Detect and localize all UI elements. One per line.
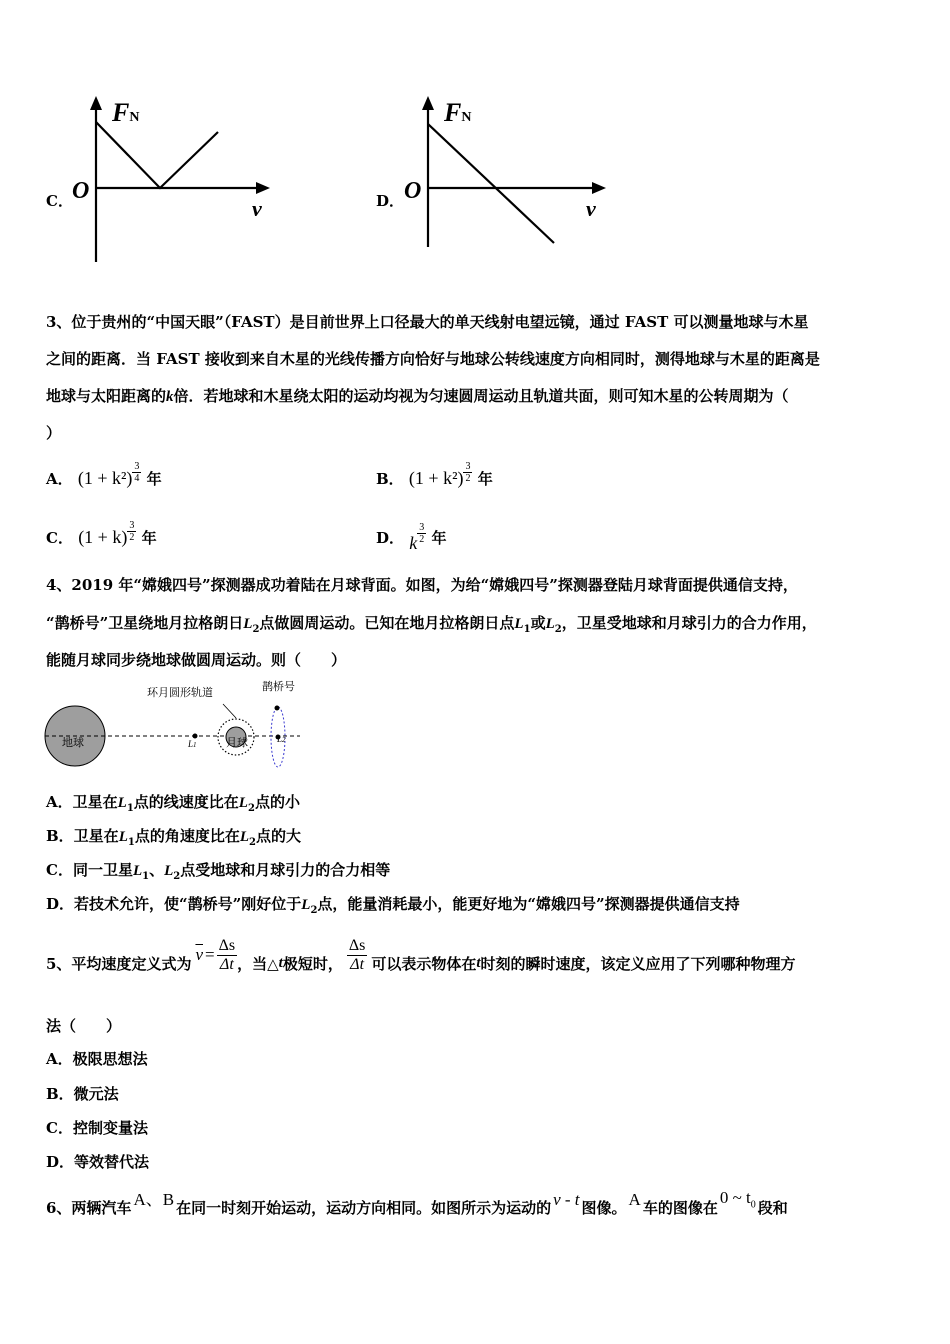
q5-line1: 5、平均速度定义式为 $\overline{v}$ = $\frac{\Delta s}{\Delta t}$ ，当△ t 极短时， $\frac{\Delta s}{\Delta t}$ 可以表示物体在 t 时刻的瞬时速度，该定义应用了下列哪种物理方 [46, 936, 796, 973]
graph-c-x-label: v [252, 196, 262, 221]
graph-c-curve [96, 122, 218, 188]
earth-label: 地球 [62, 736, 84, 749]
q6-line1: 6、两辆汽车 A、B 在同一时刻开始运动，运动方向相同。如图所示为运动的 v - t 图像。 A 车的图像在 0 ~ $t_0$ 段和 [46, 1187, 788, 1217]
q5-option-a[interactable]: A．极限思想法 [46, 1050, 148, 1068]
graph-d-y-label: FN [444, 98, 472, 127]
q3-line3: 地球与太阳距离的k倍．若地球和木星绕太阳的运动均视为匀速圆周运动且轨道共面，则可知木星的公转周期为（ [46, 387, 789, 405]
q3-line4: ） [46, 424, 62, 442]
orbit-label-pointer [223, 704, 236, 718]
graph-d [392, 92, 612, 252]
q3-line1: 3、位于贵州的“中国天眼”（FAST）是目前世界上口径最大的单天线射电望远镜，通过 FAST 可以测量地球与木星 [46, 313, 809, 331]
moon-label: 月球 [226, 736, 248, 749]
q5-option-d[interactable]: D．等效替代法 [46, 1153, 150, 1171]
graph-d-y-arrow [422, 96, 434, 110]
q3-option-c[interactable]: C． (1 + k) $\frac{3}{2}$ 年 [46, 519, 157, 547]
q3-option-b[interactable]: B． (1 + k²) $\frac{3}{2}$ 年 [376, 460, 493, 488]
l1-label: L1 [188, 739, 197, 749]
graph-c-label: C． [46, 192, 73, 210]
q3-option-d[interactable]: D． k $\frac{3}{2}$ 年 [376, 521, 447, 553]
relay-satellite [275, 706, 280, 711]
graph-c-origin: O [72, 178, 90, 204]
graph-c-y-label: FN [112, 98, 140, 127]
q4-option-c[interactable]: C．同一卫星$L_1$、$L_2$点受地球和月球引力的合力相等 [46, 861, 391, 882]
graph-d-origin: O [404, 178, 422, 204]
orbit-label: 环月圆形轨道 [147, 686, 213, 699]
l2-label: L2 [277, 734, 286, 744]
q4-option-a[interactable]: A．卫星在$L_1$点的线速度比在$L_2$点的小 [46, 793, 300, 814]
graph-c-y-arrow [90, 96, 102, 110]
q4-option-d[interactable]: D．若技术允许，使“鹊桥号”刚好位于$L_2$点，能量消耗最小，能更好地为“嫦娥四号”探测器提供通信支持 [46, 895, 740, 916]
q3-line2: 之间的距离．当 FAST 接收到来自木星的光线传播方向恰好与地球公转线速度方向相同时，测得地球与木星的距离是 [46, 350, 820, 368]
q5-line2: 法（ ） [46, 1017, 122, 1035]
graph-d-x-arrow [592, 182, 606, 194]
q3-option-a[interactable]: A． (1 + k²) $\frac{3}{4}$ 年 [46, 460, 162, 488]
q4-line3: 能随月球同步绕地球做圆周运动。则（ ） [46, 651, 347, 669]
q5-option-c[interactable]: C．控制变量法 [46, 1119, 148, 1137]
graph-c-x-arrow [256, 182, 270, 194]
graph-c [60, 92, 280, 267]
q4-line1: 4、2019 年“嫦娥四号”探测器成功着陆在月球背面。如图，为给“嫦娥四号”探测器登陆月球背面提供通信支持， [46, 576, 798, 594]
q5-option-b[interactable]: B．微元法 [46, 1085, 119, 1103]
l1-point [193, 734, 198, 739]
q4-line2: “鹊桥号”卫星绕地月拉格朗日$L_2$点做圆周运动。已知在地月拉格朗日点$L_1$或$L_2$，卫星受地球和月球引力的合力作用， [46, 614, 817, 635]
q4-option-b[interactable]: B．卫星在$L_1$点的角速度比在$L_2$点的大 [46, 827, 301, 848]
relay-label: 鹊桥号 [262, 680, 295, 693]
graph-d-label: D． [376, 192, 405, 210]
graph-d-x-label: v [586, 196, 596, 221]
graph-d-curve [428, 124, 554, 243]
